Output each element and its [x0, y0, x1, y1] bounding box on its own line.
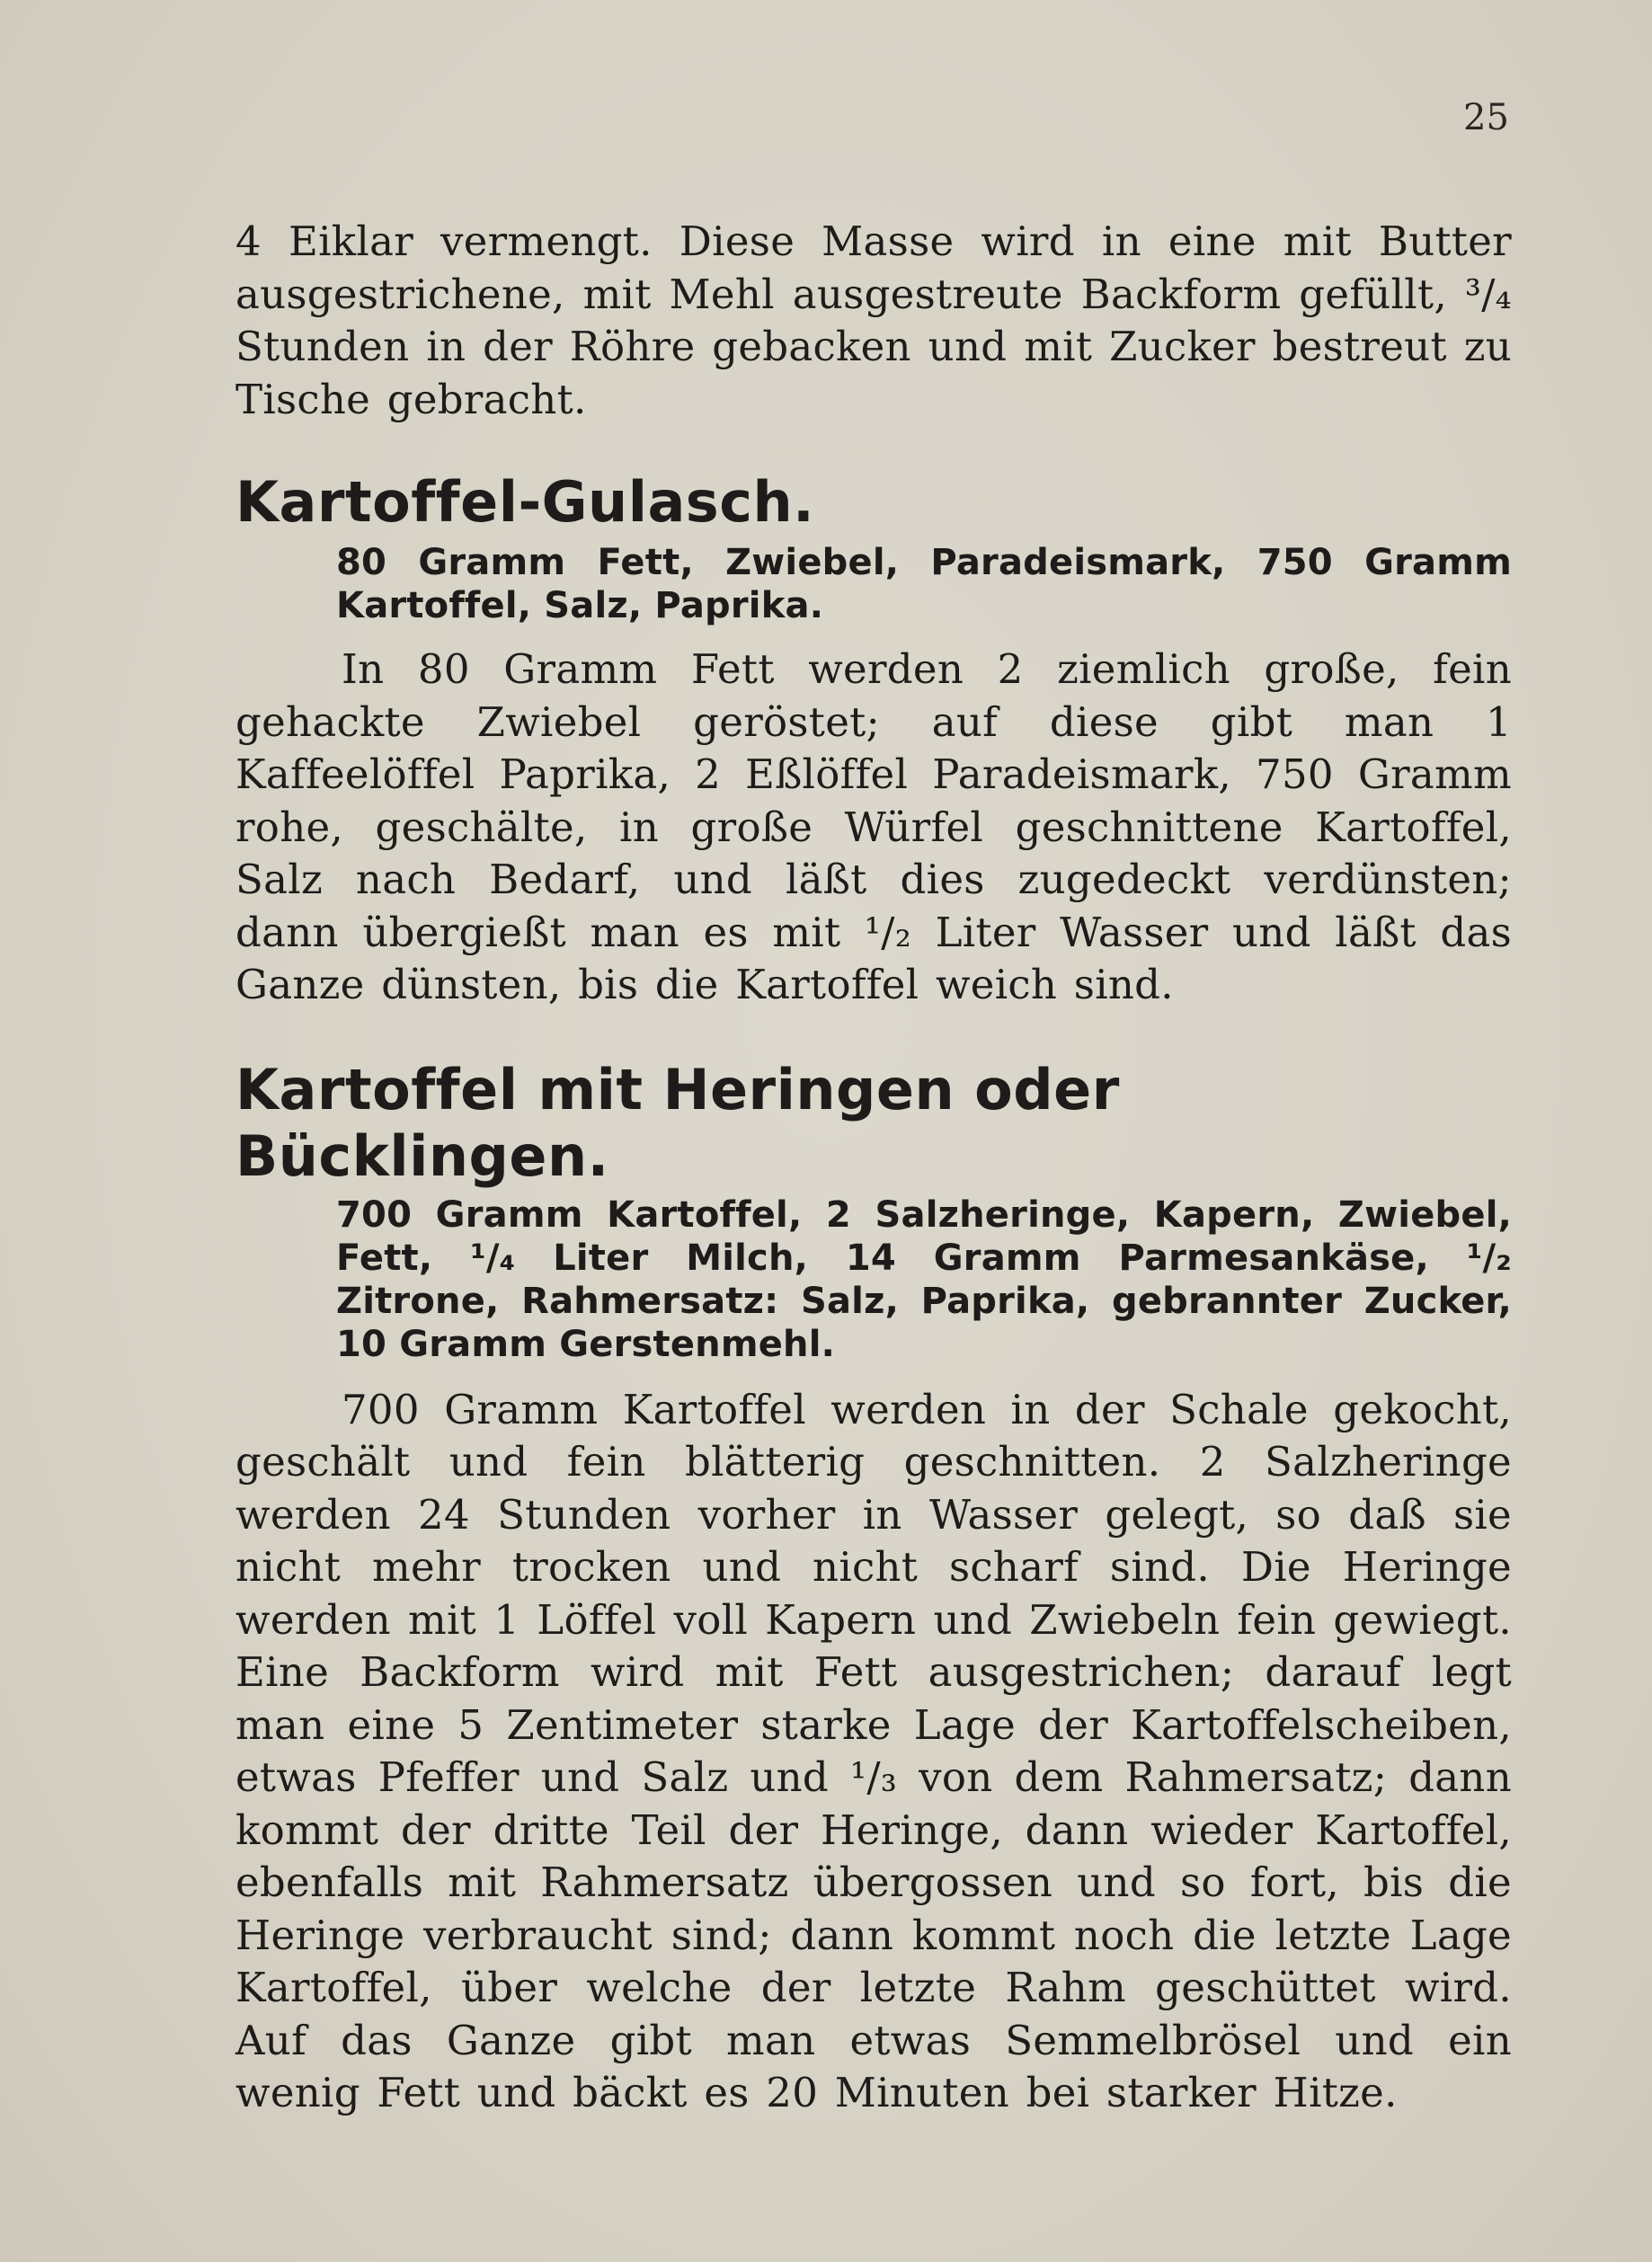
- page-number: 25: [1463, 97, 1509, 138]
- page-content: [235, 216, 1512, 2120]
- recipe-ingredients-kartoffel-heringe: 700 Gramm Kartoffel, 2 Salzheringe, Kapern, Zwiebel, Fett, ¹/₄ Liter Milch, 14 Gramm Parmesankäse, ¹/₂ Zitrone, Rahmersatz: Salz, Paprika, gebrannter Zucker, 10 Gramm Gerstenmehl.: [336, 1193, 1512, 1365]
- continued-paragraph: 4 Eiklar vermengt. Diese Masse wird in eine mit Butter ausgestrichene, mit Mehl ausgestreute Backform gefüllt, ³/₄ Stunden in der Röhre gebacken und mit Zucker bestreut zu Tische gebracht.: [235, 217, 1512, 423]
- recipe-ingredients-kartoffel-gulasch: 80 Gramm Fett, Zwiebel, Paradeismark, 750 Gramm Kartoffel, Salz, Paprika.: [336, 542, 1512, 626]
- recipe-instructions-kartoffel-heringe: 700 Gramm Kartoffel werden in der Schale gekocht, geschält und fein blätterig geschnitten. 2 Salzheringe werden 24 Stunden vorher in Wasser gelegt, so daß sie nicht mehr trocken und nicht scharf sind. Die Heringe werden mit 1 Löffel voll Kapern und Zwiebeln fein gewiegt. Eine Backform wird mit Fett ausgestrichen; darauf legt man eine 5 Zentimeter starke Lage der Kartoffelscheiben, etwas Pfeffer und Salz und ¹/₃ von dem Rahmersatz; dann kommt der dritte Teil der Heringe, dann wieder Kartoffel, ebenfalls mit Rahmersatz übergossen und so fort, bis die Heringe verbraucht sind; dann kommt noch die letzte Lage Kartoffel, über welche der letzte Rahm geschüttet wird. Auf das Ganze gibt man etwas Semmelbrösel und ein wenig Fett und bäckt es 20 Minuten bei starker Hitze.: [235, 1385, 1512, 2116]
- recipe-title-kartoffel-heringe: Kartoffel mit Heringen oder Bücklingen.: [235, 1056, 1120, 1189]
- recipe-instructions-kartoffel-gulasch: In 80 Gramm Fett werden 2 ziemlich große, fein gehackte Zwiebel geröstet; auf diese gibt man 1 Kaffeelöffel Paprika, 2 Eßlöffel Paradeismark, 750 Gramm rohe, geschälte, in große Würfel geschnittene Kartoffel, Salz nach Bedarf, und läßt dies zugedeckt verdünsten; dann übergießt man es mit ¹/₂ Liter Wasser und läßt das Ganze dünsten, bis die Kartoffel weich sind.: [235, 645, 1512, 1008]
- recipe-title-kartoffel-gulasch: Kartoffel-Gulasch.: [235, 469, 815, 535]
